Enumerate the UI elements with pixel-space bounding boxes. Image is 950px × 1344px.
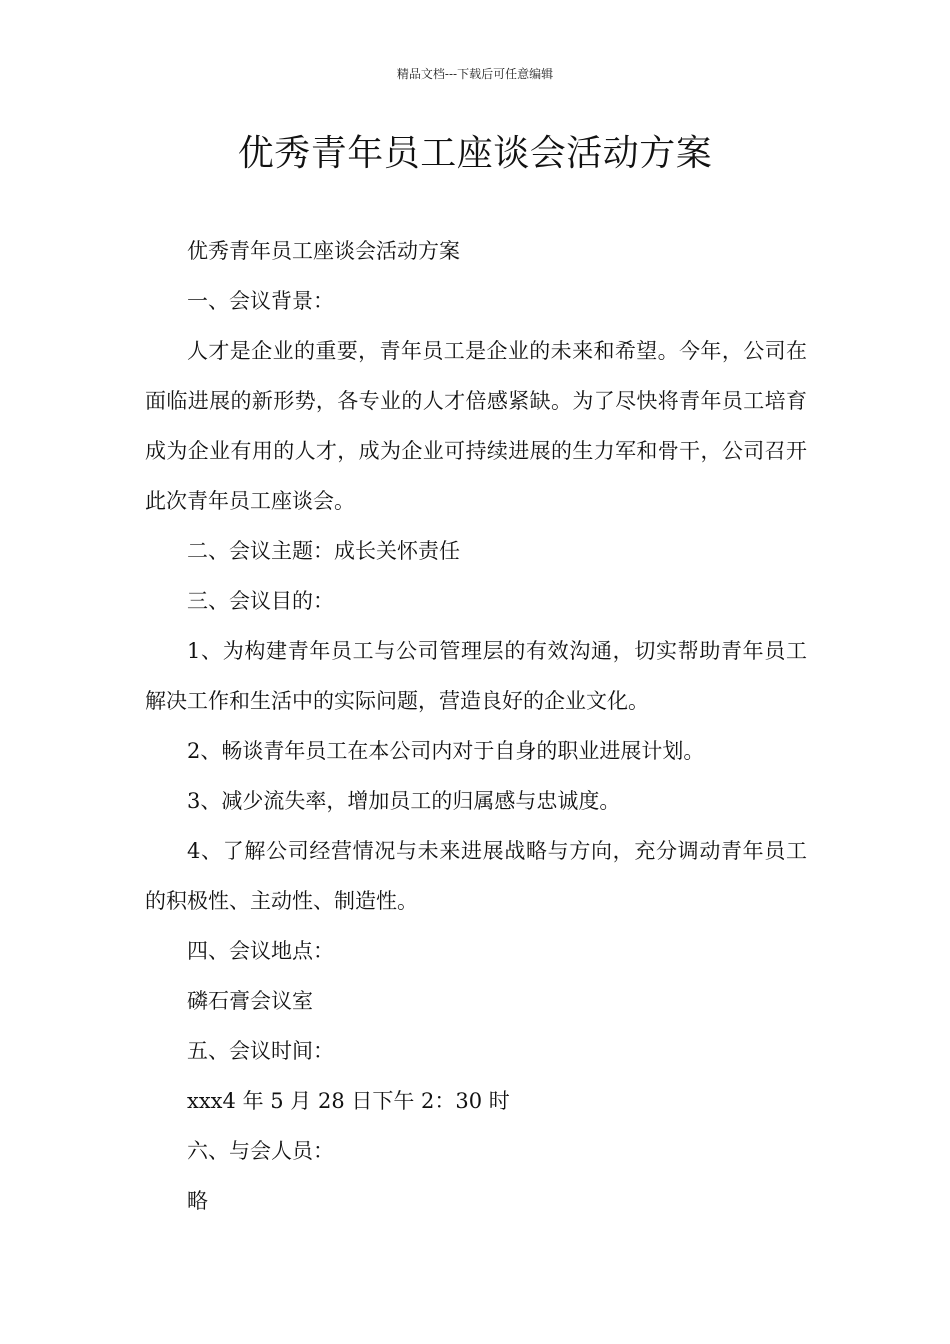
section-heading-location: 四、会议地点： xyxy=(187,939,334,963)
document-title: 优秀青年员工座谈会活动方案 xyxy=(237,133,713,174)
purpose-item-3: 3、减少流失率，增加员工的归属感与忠诚度。 xyxy=(187,789,621,813)
purpose-item-1: 1、为构建青年员工与公司管理层的有效沟通，切实帮助青年员工解决工作和生活中的实际问题，营造良好的企业文化。 xyxy=(145,639,807,713)
section-heading-background: 一、会议背景： xyxy=(187,289,334,313)
page-header: 精品文档---下载后可任意编辑 xyxy=(396,67,554,81)
section-heading-time: 五、会议时间： xyxy=(187,1039,334,1063)
section-heading-purpose: 三、会议目的： xyxy=(187,589,334,613)
purpose-item-2: 2、畅谈青年员工在本公司内对于自身的职业进展计划。 xyxy=(187,739,705,763)
paragraph-attendees: 略 xyxy=(187,1189,208,1213)
document-body xyxy=(145,226,807,1226)
purpose-item-4: 4、了解公司经营情况与未来进展战略与方向，充分调动青年员工的积极性、主动性、制造性。 xyxy=(145,839,807,913)
paragraph-time: xxx4 年 5 月 28 日下午 2：30 时 xyxy=(187,1089,510,1113)
section-heading-attendees: 六、与会人员： xyxy=(187,1139,334,1163)
paragraph-location: 磷石膏会议室 xyxy=(187,989,313,1013)
paragraph-plan-name: 优秀青年员工座谈会活动方案 xyxy=(187,239,460,263)
paragraph-background: 人才是企业的重要，青年员工是企业的未来和希望。今年，公司在面临进展的新形势，各专业的人才倍感紧缺。为了尽快将青年员工培育成为企业有用的人才，成为企业可持续进展的生力军和骨干，公司召开此次青年员工座谈会。 xyxy=(145,339,807,513)
section-heading-theme: 二、会议主题：成长关怀责任 xyxy=(187,539,460,563)
